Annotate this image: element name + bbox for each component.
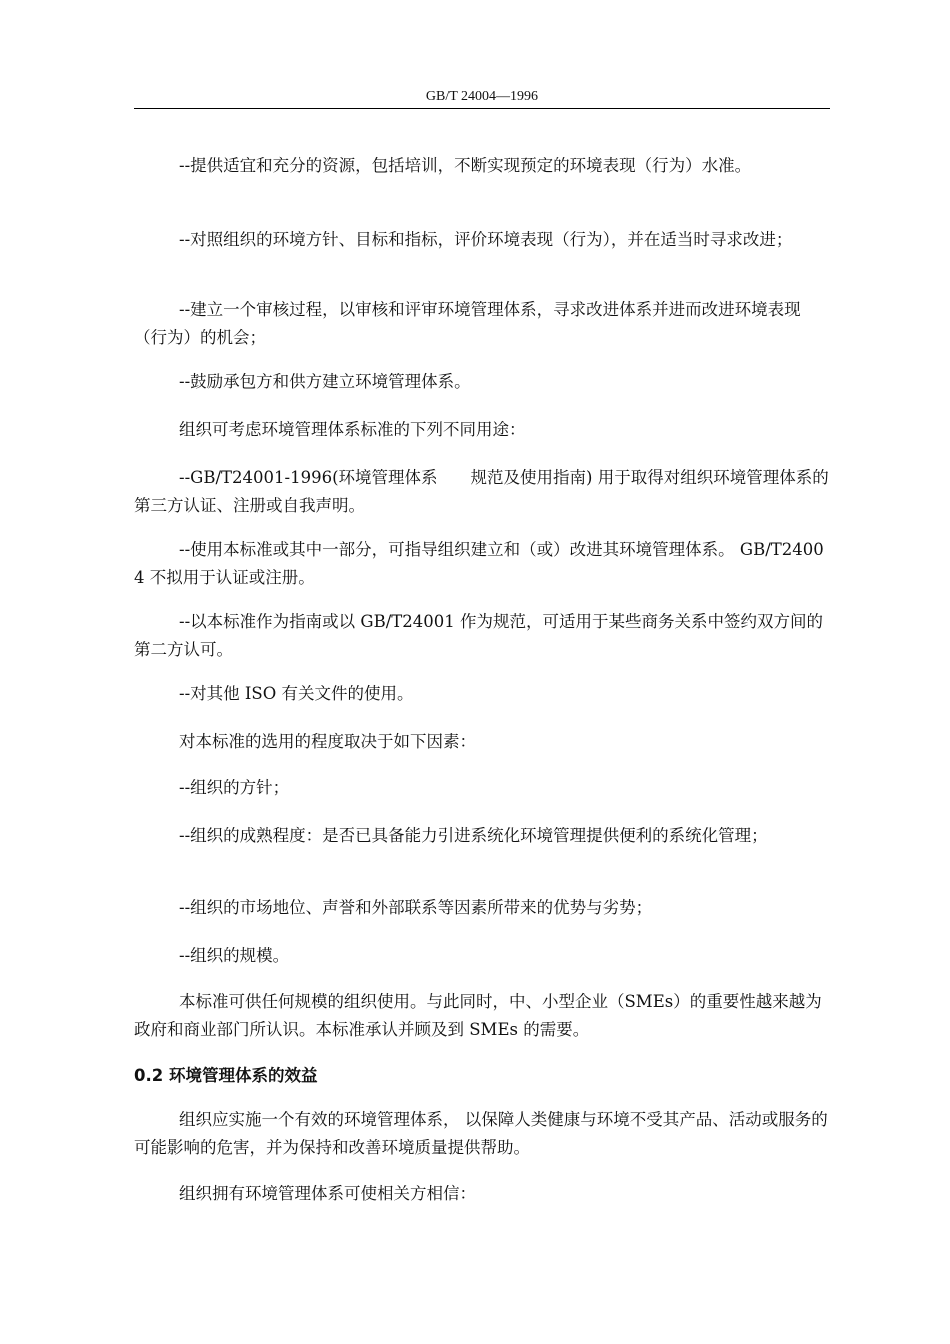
page-header: GB/T 24004—1996 [134,86,830,109]
paragraph-factors-intro: 对本标准的选用的程度取决于如下因素： [179,732,476,751]
paragraph-gbt24001-use: --GB/T24001-1996(环境管理体系 规范及使用指南) 用于取得对组织环境管理体系的第三方认证、注册或自我声明。 [134,468,829,515]
paragraph-suppliers: --鼓励承包方和供方建立环境管理体系。 [179,372,471,391]
paragraph-sme: 本标准可供任何规模的组织使用。与此同时，中、小型企业（SMEs）的重要性越来越为政府和商业部门所认识。本标准承认并顾及到 SMEs 的需要。 [134,992,822,1039]
paragraph-uses-intro: 组织可考虑环境管理体系标准的下列不同用途： [179,420,526,439]
paragraph-factor-market: --组织的市场地位、声誉和外部联系等因素所带来的优势与劣势； [179,898,653,917]
paragraph-standard-use: --使用本标准或其中一部分，可指导组织建立和（或）改进其环境管理体系。 GB/T24004 不拟用于认证或注册。 [134,540,824,587]
paragraph-factor-maturity: --组织的成熟程度：是否已具备能力引进系统化环境管理提供便利的系统化管理； [179,826,768,845]
paragraph-iso-docs: --对其他 ISO 有关文件的使用。 [179,684,414,703]
paragraph-second-party: --以本标准作为指南或以 GB/T24001 作为规范，可适用于某些商务关系中签约双方间的第二方认可。 [134,612,823,659]
paragraph-audit-process: --建立一个审核过程，以审核和评审环境管理体系，寻求改进体系并进而改进环境表现（行为）的机会； [134,300,801,347]
paragraph-factor-size: --组织的规模。 [179,946,290,965]
paragraph-resources: --提供适宜和充分的资源，包括培训，不断实现预定的环境表现（行为）水准。 [179,156,752,175]
section-heading: 0.2 环境管理体系的效益 [134,1066,318,1085]
paragraph-stakeholders: 组织拥有环境管理体系可使相关方相信： [179,1184,476,1203]
paragraph-factor-policy: --组织的方针； [179,778,290,797]
paragraph-evaluate-performance: --对照组织的环境方针、目标和指标，评价环境表现（行为），并在适当时寻求改进； [179,230,793,249]
paragraph-benefits: 组织应实施一个有效的环境管理体系， 以保障人类健康与环境不受其产品、活动或服务的可能影响的危害，并为保持和改善环境质量提供帮助。 [134,1110,828,1157]
